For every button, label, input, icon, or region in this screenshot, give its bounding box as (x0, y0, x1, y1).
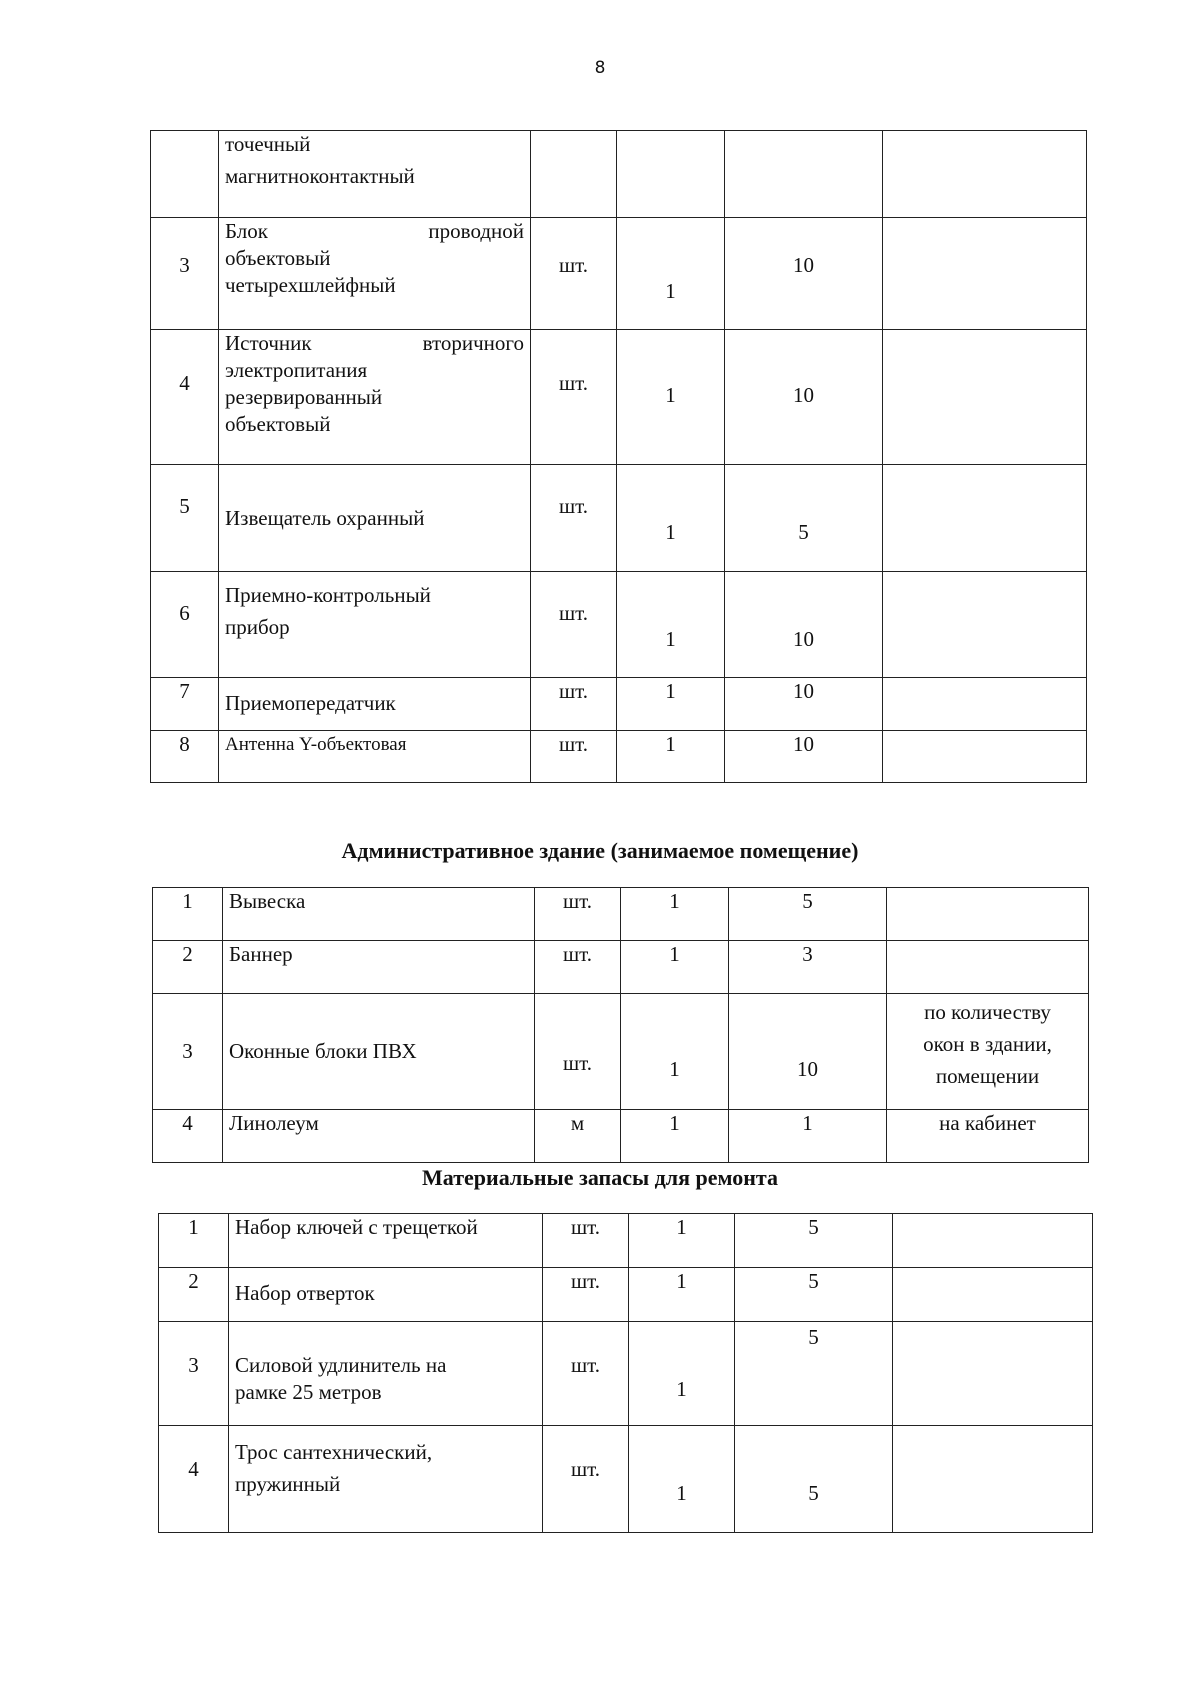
item-name-line: магнитноконтактный (225, 164, 415, 188)
page-number: 8 (594, 58, 606, 78)
qty-cell (617, 131, 725, 218)
note-line: помещении (935, 1064, 1040, 1088)
note-cell (883, 465, 1087, 572)
term-cell (725, 131, 883, 218)
note-cell (883, 678, 1087, 731)
note-cell: на кабинет (887, 1110, 1089, 1163)
unit-cell: шт. (535, 941, 621, 994)
row-number: 3 (151, 218, 219, 330)
term-cell: 5 (735, 1322, 893, 1426)
qty-cell: 1 (617, 330, 725, 465)
item-name (219, 731, 531, 783)
unit-cell: шт. (531, 465, 617, 572)
row-number: 2 (159, 1268, 229, 1322)
item-name (219, 678, 531, 731)
table-row (151, 678, 1087, 731)
note-cell (887, 994, 1089, 1110)
row-number: 3 (153, 994, 223, 1110)
item-name (219, 131, 531, 218)
row-number: 7 (151, 678, 219, 731)
section-title-administrative: Административное здание (занимаемое помещение) (341, 838, 859, 863)
item-name-line: прибор (225, 615, 290, 639)
term-cell: 3 (729, 941, 887, 994)
item-name-line: резервированный (225, 385, 383, 409)
note-cell (887, 888, 1089, 941)
qty-cell: 1 (629, 1214, 735, 1268)
qty-cell: 1 (617, 572, 725, 678)
unit-cell: шт. (531, 572, 617, 678)
note-cell (887, 941, 1089, 994)
administrative-table (152, 887, 1089, 1163)
table-row (151, 465, 1087, 572)
row-number: 4 (153, 1110, 223, 1163)
table-row (159, 1268, 1093, 1322)
item-name-line: четырехшлейфный (225, 273, 396, 297)
note-cell (893, 1322, 1093, 1426)
qty-cell: 1 (617, 465, 725, 572)
item-name: Оконные блоки ПВХ (223, 994, 535, 1110)
qty-cell: 1 (621, 941, 729, 994)
table-row (153, 941, 1089, 994)
row-number: 4 (151, 330, 219, 465)
table-row (151, 218, 1087, 330)
term-cell: 10 (725, 330, 883, 465)
unit-cell: шт. (531, 330, 617, 465)
item-name-line: Источник вторичного (225, 331, 524, 355)
table-row (151, 731, 1087, 783)
item-name: Баннер (223, 941, 535, 994)
unit-cell: шт. (543, 1268, 629, 1322)
qty-cell: 1 (617, 218, 725, 330)
item-name-line: Трос сантехнический, (235, 1440, 433, 1464)
row-number: 3 (159, 1322, 229, 1426)
unit-cell: шт. (535, 888, 621, 941)
note-cell (883, 330, 1087, 465)
table-row (151, 330, 1087, 465)
item-name (219, 330, 531, 465)
unit-cell: шт. (531, 218, 617, 330)
qty-cell: 1 (621, 888, 729, 941)
note-line: по количеству (924, 1000, 1051, 1024)
qty-cell: 1 (621, 1110, 729, 1163)
item-name-line: Силовой удлинитель на (235, 1353, 447, 1377)
item-name-line: объектовый (225, 246, 331, 270)
unit-cell: м (535, 1110, 621, 1163)
item-name-line: точечный (225, 132, 311, 156)
term-cell: 5 (735, 1426, 893, 1533)
item-name: Вывеска (223, 888, 535, 941)
term-cell: 10 (725, 572, 883, 678)
note-cell (883, 131, 1087, 218)
note-line: окон в здании, (923, 1032, 1052, 1056)
note-cell (893, 1426, 1093, 1533)
unit-cell: шт. (531, 678, 617, 731)
note-cell (883, 218, 1087, 330)
qty-cell: 1 (617, 678, 725, 731)
item-name: Линолеум (223, 1110, 535, 1163)
item-name-line: Блок проводной (225, 219, 524, 243)
term-cell: 10 (725, 678, 883, 731)
item-name (229, 1322, 543, 1426)
row-number (151, 131, 219, 218)
qty-cell: 1 (629, 1268, 735, 1322)
note-cell (893, 1268, 1093, 1322)
unit-cell (531, 131, 617, 218)
item-name-line: Набор ключей с трещеткой (235, 1215, 478, 1239)
item-name (219, 218, 531, 330)
term-cell: 5 (729, 888, 887, 941)
row-number: 4 (159, 1426, 229, 1533)
item-name-line: электропитания (225, 358, 368, 382)
table-row (159, 1214, 1093, 1268)
unit-cell: шт. (543, 1322, 629, 1426)
item-name-line: Приемно-контрольный (225, 583, 431, 607)
table-row (151, 131, 1087, 218)
unit-cell: шт. (535, 994, 621, 1110)
repair-supplies-table (158, 1213, 1093, 1533)
table-row (151, 572, 1087, 678)
equipment-table (150, 130, 1087, 783)
item-name-line: Извещатель охранный (225, 506, 425, 530)
term-cell: 5 (735, 1268, 893, 1322)
term-cell: 5 (725, 465, 883, 572)
qty-cell: 1 (621, 994, 729, 1110)
table-row (159, 1322, 1093, 1426)
row-number: 2 (153, 941, 223, 994)
row-number: 1 (159, 1214, 229, 1268)
item-name (229, 1214, 543, 1268)
item-name-line: Набор отверток (235, 1281, 375, 1305)
item-name-line: Антенна Y-объектовая (225, 734, 407, 755)
term-cell: 10 (725, 731, 883, 783)
item-name-line: рамке 25 метров (235, 1380, 382, 1404)
note-cell (883, 731, 1087, 783)
term-cell: 10 (729, 994, 887, 1110)
unit-cell: шт. (543, 1426, 629, 1533)
qty-cell: 1 (629, 1426, 735, 1533)
term-cell: 5 (735, 1214, 893, 1268)
qty-cell: 1 (617, 731, 725, 783)
qty-cell: 1 (629, 1322, 735, 1426)
table-row (153, 888, 1089, 941)
item-name (229, 1268, 543, 1322)
note-cell (893, 1214, 1093, 1268)
row-number: 5 (151, 465, 219, 572)
item-name-line: Приемопередатчик (225, 691, 396, 715)
unit-cell: шт. (543, 1214, 629, 1268)
note-cell (883, 572, 1087, 678)
row-number: 1 (153, 888, 223, 941)
table-row (159, 1426, 1093, 1533)
term-cell: 10 (725, 218, 883, 330)
item-name (229, 1426, 543, 1533)
section-title-repair-supplies: Материальные запасы для ремонта (422, 1165, 778, 1190)
item-name (219, 572, 531, 678)
unit-cell: шт. (531, 731, 617, 783)
table-row (153, 1110, 1089, 1163)
row-number: 8 (151, 731, 219, 783)
item-name (219, 465, 531, 572)
row-number: 6 (151, 572, 219, 678)
item-name-line: объектовый (225, 412, 331, 436)
item-name-line: пружинный (235, 1472, 341, 1496)
term-cell: 1 (729, 1110, 887, 1163)
table-row (153, 994, 1089, 1110)
